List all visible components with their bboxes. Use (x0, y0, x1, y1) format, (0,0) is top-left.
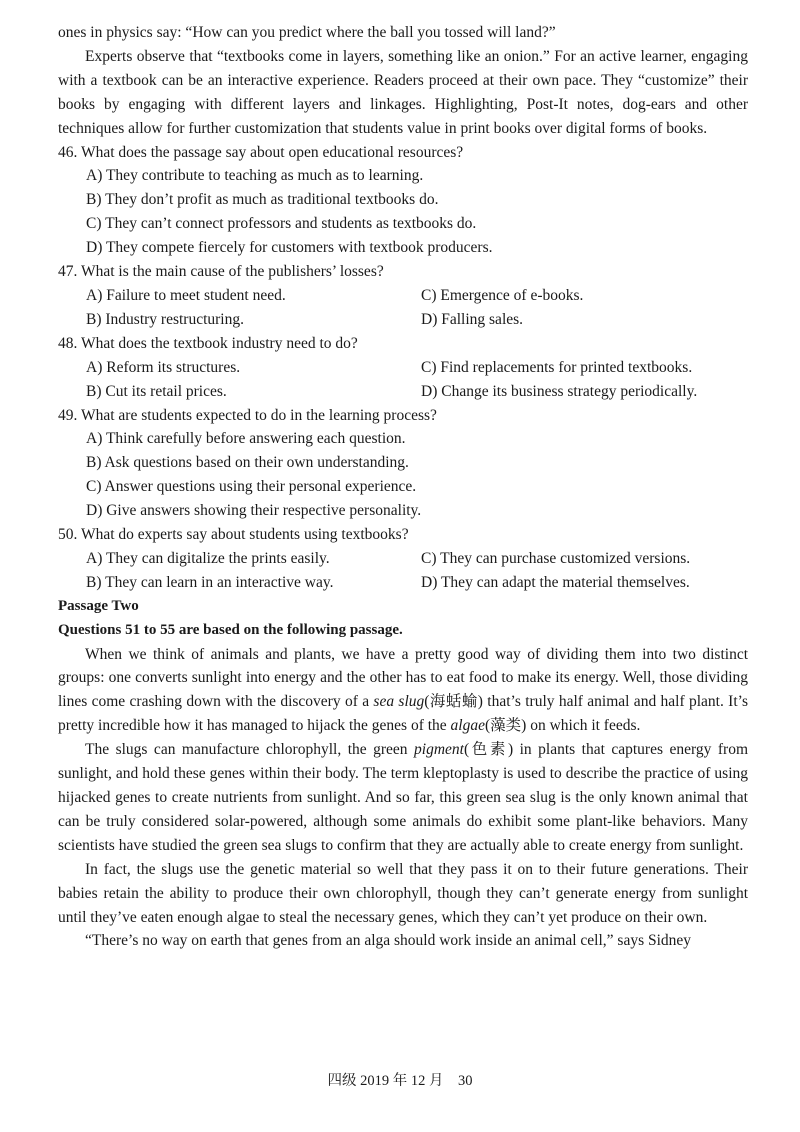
question-stem (58, 260, 748, 284)
question-number: 46. (58, 143, 78, 161)
passage-one-final-paragraph: Experts observe that “textbooks come in layers, something like an onion.” For an active learner, engaging with a textbook can be an interactive experience. Readers proceed at their own pace. They “customize” their books by engaging with different layers and linkages. Highlighting, Post-It notes, dog-ears and other techniques allow for further customization that students value in print books over digital forms of books. (58, 47, 748, 137)
answer-option (86, 356, 421, 380)
option-text: Industry restructuring. (105, 310, 244, 328)
option-row (58, 451, 748, 475)
question-text: What does the passage say about open educational resources? (80, 143, 464, 161)
option-letter: B) (86, 191, 102, 209)
question-stem (58, 141, 748, 165)
answer-option (421, 380, 748, 404)
answer-option (86, 380, 421, 404)
question-number: 50. (58, 526, 78, 544)
answer-option (86, 308, 421, 332)
option-text: They compete fiercely for customers with textbook producers. (105, 239, 493, 257)
option-row (58, 427, 748, 451)
answer-option (86, 167, 423, 184)
answer-option (86, 502, 421, 519)
option-text: They don’t profit as much as traditional textbooks do. (105, 191, 439, 209)
answer-option (86, 215, 476, 232)
question-text: What does the textbook industry need to do? (80, 334, 358, 352)
question-stem (58, 404, 748, 428)
answer-option (86, 454, 409, 471)
passage-two-instruction: Questions 51 to 55 are based on the following passage. (58, 621, 403, 638)
option-row (58, 547, 748, 571)
gloss-sea-slug: (海蛞蝓) (424, 693, 483, 711)
passage-one-closing-line: ones in physics say: “How can you predict where the ball you tossed will land?” (58, 24, 556, 41)
term-pigment: pigment (414, 741, 464, 759)
option-row (58, 475, 748, 499)
option-row (58, 236, 748, 260)
gloss-algae: (藻类) (484, 717, 527, 735)
question-text: What do experts say about students using textbooks? (80, 526, 409, 544)
option-text: They can learn in an interactive way. (105, 573, 334, 591)
option-letter: D) (86, 239, 103, 257)
answer-option (421, 356, 748, 380)
option-text: Emergence of e-books. (440, 286, 584, 304)
option-letter: C) (421, 286, 437, 304)
option-text: They can purchase customized versions. (440, 549, 691, 567)
option-letter: A) (86, 430, 103, 448)
option-text: They can digitalize the prints easily. (105, 549, 330, 567)
option-letter: D) (86, 502, 103, 520)
term-algae: algae (450, 717, 485, 735)
option-letter: B) (86, 454, 102, 472)
option-letter: A) (86, 358, 103, 376)
option-row (58, 308, 748, 332)
option-text: Think carefully before answering each question. (105, 430, 406, 448)
option-text: Falling sales. (441, 310, 524, 328)
question-number: 47. (58, 263, 78, 281)
option-letter: B) (86, 310, 102, 328)
answer-option (86, 284, 421, 308)
question-text: What are students expected to do in the learning process? (80, 406, 437, 424)
answer-option (421, 308, 748, 332)
option-letter: C) (421, 358, 437, 376)
option-text: Give answers showing their respective personality. (106, 502, 422, 520)
option-row (58, 356, 748, 380)
answer-option (86, 430, 406, 447)
page-footer: 四级 2019 年 12 月 30 (327, 1073, 473, 1089)
question-number: 48. (58, 334, 78, 352)
passage-two-paragraph-3: In fact, the slugs use the genetic material so well that they pass it on to their future generations. Their babies retain the ability to produce their own chlorophyll, though they can’t generate energy from sunlight until they’ve eaten enough algae to steal the necessary genes, which they can’t yet produce on their own. (58, 860, 748, 926)
answer-option (421, 571, 748, 595)
option-row (58, 571, 748, 595)
option-letter: B) (86, 382, 102, 400)
answer-option (86, 547, 421, 571)
passage-two-heading: Passage Two (58, 597, 139, 614)
question-stem (58, 332, 748, 356)
option-text: They contribute to teaching as much as to learning. (105, 167, 424, 185)
option-letter: D) (421, 573, 438, 591)
option-row (58, 380, 748, 404)
passage-two-paragraph-2: The slugs can manufacture chlorophyll, the green pigment(色素) in plants that captures energy from sunlight, and hold these genes within their body. The term kleptoplasty is used to describe the practice of using hijacked genes to create nutrients from sunlight. And so far, this green sea slug is the only known animal that can be truly considered solar-powered, although some animals do exhibit some plant-like behaviors. Many scientists have studied the green sea slugs to confirm that they are actually able to create energy from sunlight. (58, 741, 748, 854)
question-list (58, 141, 748, 595)
passage-two-paragraph-4: “There’s no way on earth that genes from an alga should work inside an animal cell,” says Sidney (85, 932, 692, 950)
answer-option (86, 239, 492, 256)
answer-option (86, 191, 438, 208)
option-text: They can adapt the material themselves. (440, 573, 690, 591)
option-text: Failure to meet student need. (106, 286, 286, 304)
option-text: Find replacements for printed textbooks. (440, 358, 693, 376)
option-row (58, 499, 748, 523)
question-stem (58, 523, 748, 547)
option-text: Answer questions using their personal experience. (104, 478, 417, 496)
option-text: Ask questions based on their own understanding. (104, 454, 409, 472)
answer-option (86, 571, 421, 595)
answer-option (421, 284, 748, 308)
option-letter: A) (86, 167, 103, 185)
page-content (58, 21, 748, 953)
option-text: They can’t connect professors and students as textbooks do. (105, 215, 477, 233)
answer-option (421, 547, 748, 571)
option-letter: A) (86, 549, 103, 567)
option-letter: D) (421, 382, 438, 400)
option-text: Reform its structures. (106, 358, 241, 376)
option-row (58, 284, 748, 308)
option-text: Cut its retail prices. (105, 382, 227, 400)
option-text: Change its business strategy periodically. (441, 382, 698, 400)
term-sea-slug: sea slug (373, 693, 425, 711)
option-row (58, 188, 748, 212)
option-letter: C) (86, 478, 102, 496)
answer-option (86, 478, 416, 495)
question-text: What is the main cause of the publishers’ losses? (80, 263, 384, 281)
option-row (58, 164, 748, 188)
option-letter: A) (86, 286, 103, 304)
option-letter: B) (86, 573, 102, 591)
option-letter: C) (86, 215, 102, 233)
passage-two-paragraph-1: When we think of animals and plants, we have a pretty good way of dividing them into two distinct groups: one converts sunlight into energy and the other has to eat food to make its energy. Well, those dividing lines come crashing down with the discovery of a sea slug(海蛞蝓) that’s truly half animal and half plant. It’s pretty incredible how it has managed to hijack the genes of the algae(藻类) on which it feeds. (58, 645, 748, 735)
question-number: 49. (58, 406, 78, 424)
option-letter: C) (421, 549, 437, 567)
option-letter: D) (421, 310, 438, 328)
gloss-pigment: (色素) (463, 741, 514, 759)
option-row (58, 212, 748, 236)
